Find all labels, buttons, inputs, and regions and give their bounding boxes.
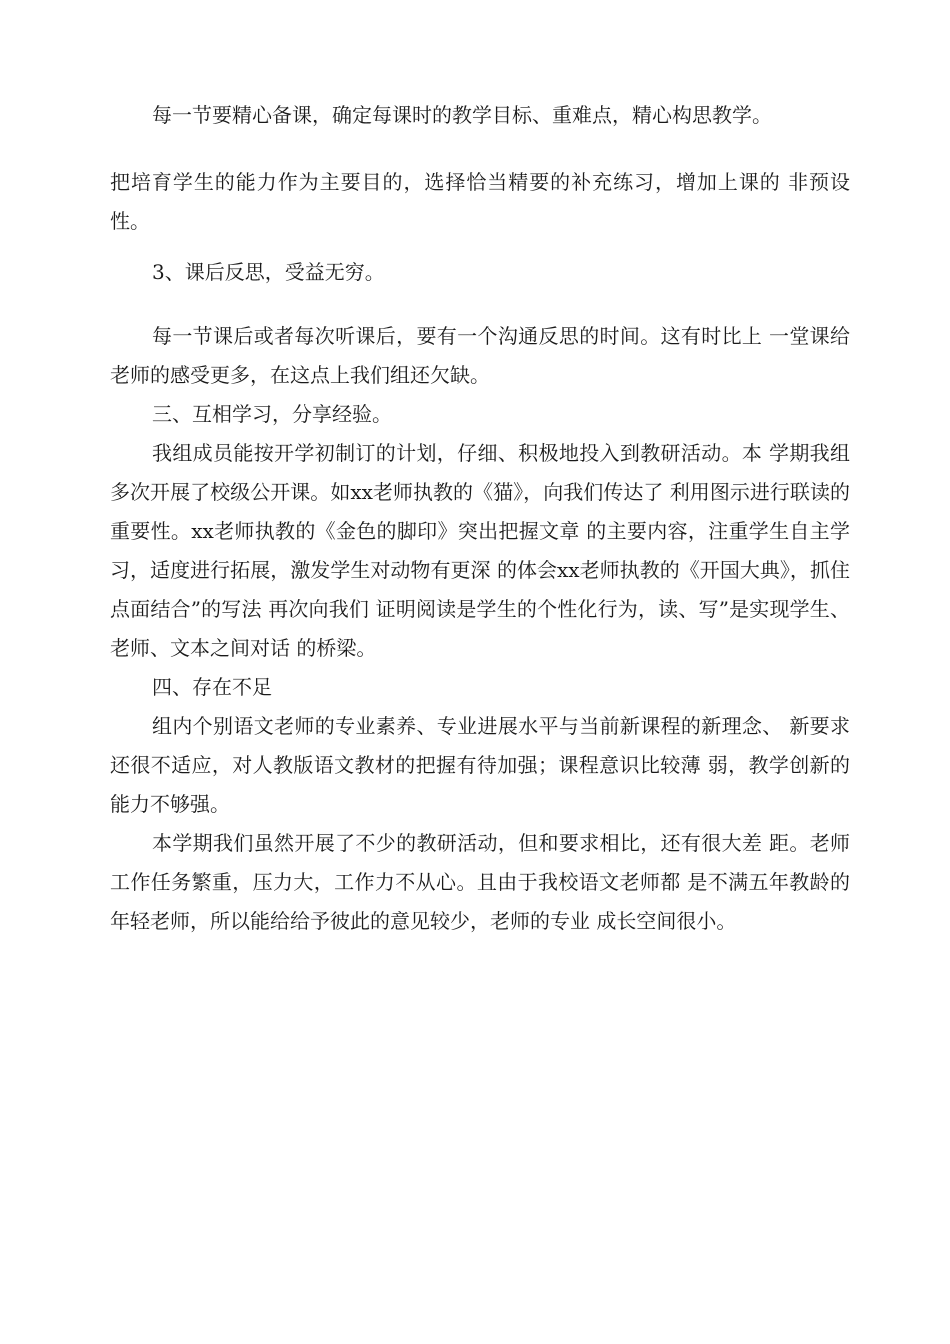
heading-reflection: 3、课后反思，受益无穷。 xyxy=(152,260,385,284)
paragraph-open-classes: 我组成员能按开学初制订的计划，仔细、积极地投入到教研活动。本 学期我组多次开展了校级公开课。如xx老师执教的《猫》，向我们传达了 利用图示进行联读的重要性。xx老师执教的《金色的脚印》突出把握文章 的主要内容，注重学生自主学习，适度进行拓展，激发学生对动物有更深 的体会xx老师执教的《开国大典》，抓住点面结合”的写法 再次向我们 证明阅读是学生的个性化行为，读、写”是实现学生、老师、文本之间对话 的桥梁。 xyxy=(110,441,850,660)
paragraph-prep-lessons: 每一节要精心备课，确定每课时的教学目标、重难点，精心构思教学。 xyxy=(152,103,772,127)
heading-shortcomings: 四、存在不足 xyxy=(152,675,272,699)
paragraph-reflection: 每一节课后或者每次听课后，要有一个沟通反思的时间。这有时比上 一堂课给老师的感受更多，在这点上我们组还欠缺。 xyxy=(110,324,850,387)
heading-mutual-learning: 三、互相学习，分享经验。 xyxy=(152,402,392,426)
paragraph-gap-summary: 本学期我们虽然开展了不少的教研活动，但和要求相比，还有很大差 距。老师工作任务繁重，压力大，工作力不从心。且由于我校语文老师都 是不满五年教龄的年轻老师，所以能给给予彼此的意见较少，老师的专业 成长空间很小。 xyxy=(110,831,850,933)
paragraph-ability-focus: 把培育学生的能力作为主要目的，选择恰当精要的补充练习，增加上课的 非预设性。 xyxy=(110,170,850,233)
paragraph-teacher-skills: 组内个别语文老师的专业素养、专业进展水平与当前新课程的新理念、 新要求还很不适应，对人教版语文教材的把握有待加强；课程意识比较薄 弱，教学创新的能力不够强。 xyxy=(110,714,850,816)
document-page xyxy=(110,96,850,941)
